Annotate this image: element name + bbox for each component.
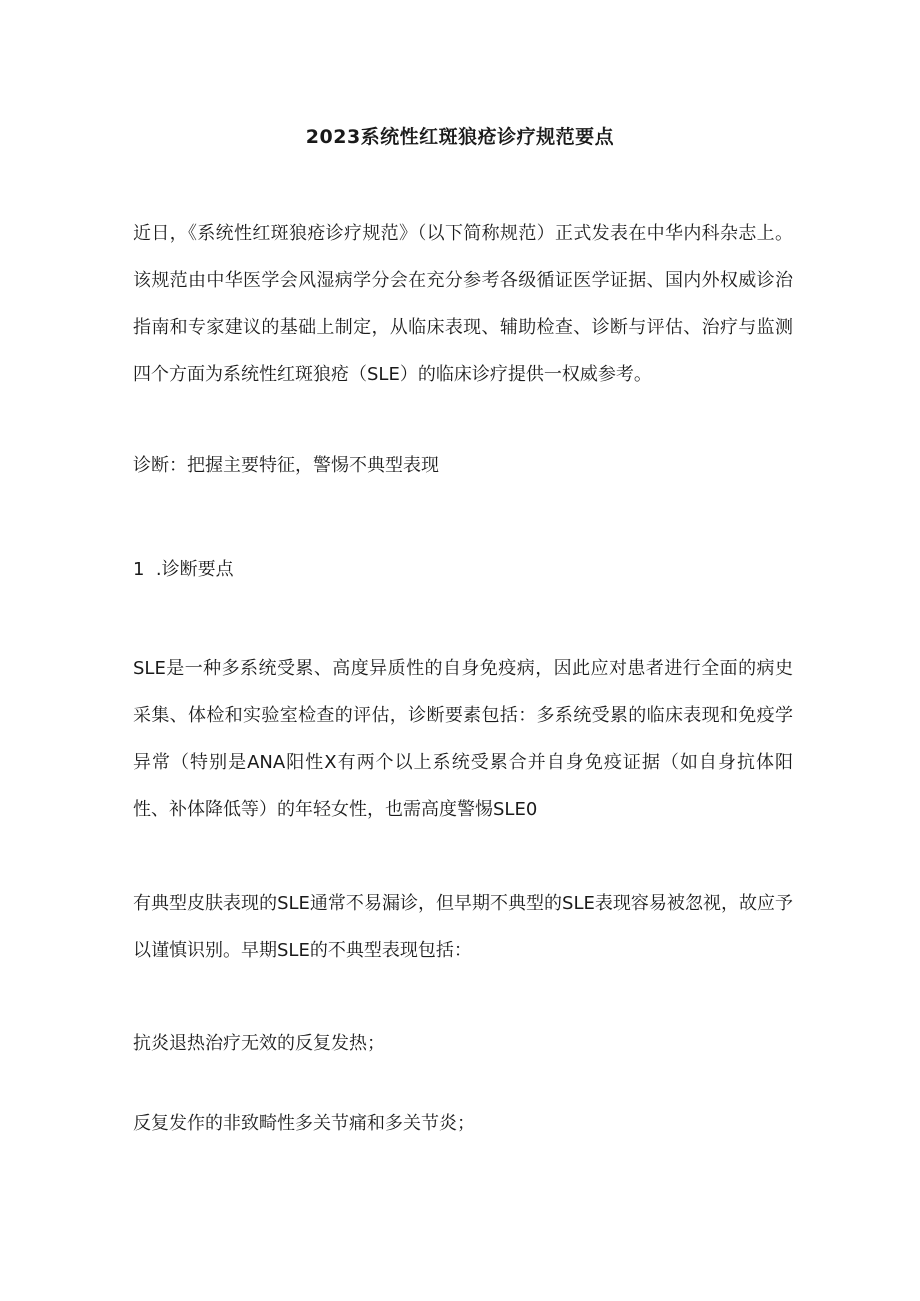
subsection-heading: 1 .诊断要点 [133, 559, 234, 580]
intro-paragraph: 近日，《系统性红斑狼疮诊疗规范》（以下简称规范）正式发表在中华内科杂志上。该规范由中华医学会风湿病学分会在充分参考各级循证医学证据、国内外权威诊治指南和专家建议的基础上制定，从临床表现、辅助检查、诊断与评估、治疗与监测四个方面为系统性红斑狼疮（SLE）的临床诊疗提供一权威参考。 [133, 223, 793, 385]
section-heading: 诊断：把握主要特征，警惕不典型表现 [133, 455, 439, 476]
diagnosis-paragraph: SLE是一种多系统受累、高度异质性的自身免疫病，因此应对患者进行全面的病史采集、体检和实验室检查的评估，诊断要素包括：多系统受累的临床表现和免疫学异常（特别是ANA阳性X有两个以上系统受累合并自身免疫证据（如自身抗体阳性、补体降低等）的年轻女性，也需高度警惕SLE0 [133, 658, 793, 820]
list-item: 反复发作的非致畸性多关节痛和多关节炎； [133, 1113, 475, 1134]
document-title: 2023系统性红斑狼疮诊疗规范要点 [305, 126, 615, 148]
list-item: 抗炎退热治疗无效的反复发热； [133, 1033, 385, 1054]
atypical-paragraph: 有典型皮肤表现的SLE通常不易漏诊，但早期不典型的SLE表现容易被忽视，故应予以谨慎识别。早期SLE的不典型表现包括： [133, 893, 793, 961]
